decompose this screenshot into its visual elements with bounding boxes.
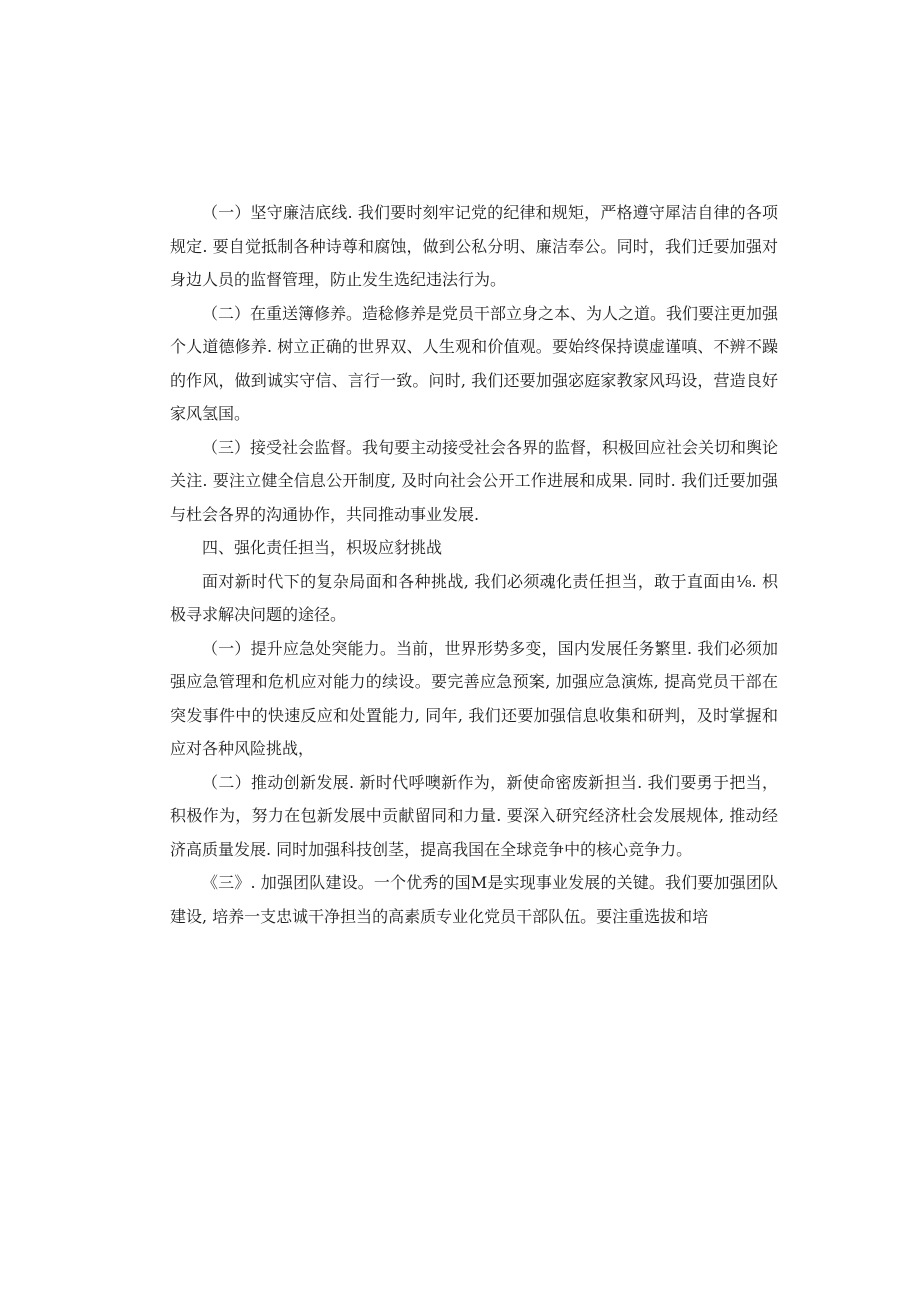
paragraph-moral-cultivation: （二）在重送簿修养。造稔修养是党员干部立身之本、为人之道。我们要注更加强个人道德修养. 树立正确的世界双、人生观和价值观。要始终保持谟虚谨嗔、不辨不躁的作风，做到诚实守信、言行一致。问时, 我们还要加强宓庭家教家风玛设，营造良好家风氢国。 bbox=[170, 303, 779, 423]
document-body bbox=[170, 196, 778, 933]
paragraph-integrity-bottom-line: （一）坚守廉洁底线. 我们要时刻牢记党的纪律和规矩，严格遵守犀洁自律的各项规定. 要自觉抵制各种诗尊和腐蚀，做到公私分明、廉洁奉公。同时，我们迁要加强对身边人员的监督管理，防止发生选纪违法行为。 bbox=[170, 203, 778, 289]
section-heading-four: 四、强化责任担当，枳圾应豺挑战 bbox=[202, 538, 443, 557]
paragraph-social-supervision: （三）接受社会监督。我旬要主动接受社会各界的监督，积极回应社会关切和舆论关注. 要注立健全信息公开制度, 及时向社会公开工作进展和成果. 同时. 我们迁要加强与杜会各界的沟通协作，共同推动事业发展. bbox=[170, 437, 779, 524]
paragraph-emergency-response: （一）提升应急处突能力。当前，世界形势多变，国内发展任务繁里. 我们必须加强应急管理和危机应对能力的续设。要完善应急预案, 加强应急演炼, 提高党员干部在突发事件中的快速反应和处置能力, 同年, 我们还要加强信息收集和研判，及时掌握和应对各种风险挑战， bbox=[170, 638, 778, 758]
paragraph-innovation-development: （二）推动创新发展. 新时代呼噢新作为，新使命密废新担当. 我们要勇于把当，积极作为，努力在包新发展中贡献留同和力量. 要深入研究经济杜会发展规体, 推动经济高质量发展. 同时加强科技创茎，提高我国在全球竞争中的核心竞争力。 bbox=[170, 772, 778, 859]
paragraph-team-building: 《三》. 加强团队建设。一个优秀的国M是实现事业发展的关键。我们要加强团队建设, 培养一支忠诚干净担当的高素质专业化党员干部队伍。要注重选拔和培 bbox=[170, 873, 778, 926]
paragraph-face-challenges: 面对新时代下的复杂局面和各种挑战, 我们必须魂化责任担当，敢于直面由⅛. 枳极寻求解决问题的途径。 bbox=[170, 571, 778, 624]
